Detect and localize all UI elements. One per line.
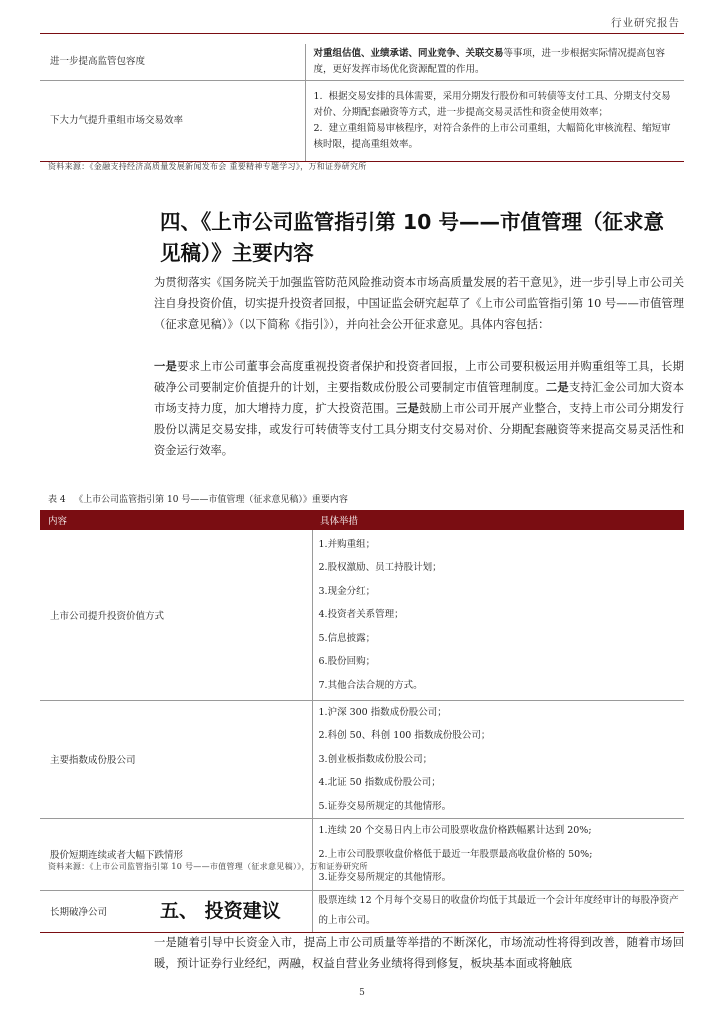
detail-item: 1. 根据交易安排的具体需要，采用分期发行股份和可转债等支付工具、分期支付交易对价、分期配套融资等方式，进一步提高交易灵活性和资金使用效率； — [313, 90, 671, 118]
section-5-heading: 五、 投资建议 — [160, 900, 281, 922]
list-item: 7.其他合法合规的方式。 — [318, 679, 423, 691]
point-marker: 二是 — [545, 380, 569, 394]
row-detail-list — [312, 700, 684, 819]
list-item: 3.现金分红； — [318, 585, 376, 597]
list-item: 3.创业板指数成份股公司； — [318, 753, 433, 765]
row-label: 下大力气提升重组市场交易效率 — [40, 80, 305, 161]
table-row — [40, 819, 684, 891]
list-item: 1.并购重组； — [318, 538, 376, 550]
list-item: 6.股份回购； — [318, 656, 376, 667]
page-number: 5 — [359, 988, 365, 998]
list-item: 2.股权激励、员工持股计划； — [318, 562, 442, 573]
table-4-caption: 表 4 《上市公司监管指引第 10 号——市值管理（征求意见稿）》重要内容 — [48, 495, 348, 505]
row-detail-list — [312, 819, 684, 891]
list-item: 1.连续 20 个交易日内上市公司股票收盘价格跌幅累计达到 20%; — [318, 825, 592, 836]
table-row — [40, 700, 684, 819]
list-item: 1.沪深 300 指数成份股公司； — [318, 706, 447, 718]
column-header-content: 内容 — [40, 510, 312, 530]
point-text: 要求上市公司董事会高度重视投资者保护和投资者回报，上市公司要积极运用并购重组等工具，长期破净公司要制定价值提升的计划，主要指数成份股公司要制定市值管理制度。 — [154, 360, 684, 394]
list-item: 3.证券交易所规定的其他情形。 — [318, 872, 452, 883]
row-detail — [305, 80, 684, 161]
row-detail — [305, 44, 684, 80]
table-row — [40, 530, 684, 700]
row-label: 上市公司提升投资价值方式 — [40, 530, 312, 700]
row-detail: 股票连续 12 个月每个交易日的收盘价均低于其最近一个会计年度经审计的每股净资产的上市公司。 — [312, 890, 684, 932]
table-row — [40, 80, 684, 161]
table-header-row — [40, 510, 684, 530]
section-4-points-paragraph — [154, 356, 684, 461]
detail-text: 等事项，进一步根据实际情况提高包容度，更好发挥市场优化资源配置的作用。 — [313, 47, 666, 75]
row-detail-list — [312, 530, 684, 700]
list-item: 2.科创 50、科创 100 指数成份股公司； — [318, 730, 491, 741]
row-label: 进一步提高监管包容度 — [40, 44, 305, 80]
point-marker: 一是 — [154, 359, 178, 373]
table-source-note: 资料来源：《上市公司监管指引第 10 号——市值管理（征求意见稿）》，万和证券研究所 — [48, 862, 368, 871]
table-source-note: 资料来源：《金融支持经济高质量发展新闻发布会 重要精神专题学习》，万和证券研究所 — [48, 162, 367, 171]
list-item: 2.上市公司股票收盘价格低于最近一年股票最高收盘价格的 50%; — [318, 848, 593, 860]
column-header-measures: 具体举措 — [312, 510, 684, 530]
list-item: 5.信息披露； — [318, 632, 376, 644]
detail-item: 2. 建立重组简易审核程序，对符合条件的上市公司重组，大幅简化审核流程、缩短审核时限，提高重组效率。 — [313, 122, 671, 150]
section-4-intro-paragraph: 为贯彻落实《国务院关于加强监管防范风险推动资本市场高质量发展的若干意见》，进一步引导上市公司关注自身投资价值，切实提升投资者回报，中国证监会研究起草了《上市公司监管指引第 10 号——市值管理（征求意见稿）》（以下简称《指引》），并向社会公开征求意见。具体内容包括： — [154, 276, 684, 331]
report-type-header: 行业研究报告 — [611, 17, 680, 29]
reform-measures-table-continued — [40, 44, 684, 162]
header-divider — [40, 33, 684, 34]
detail-bold-keywords: 对重组估值、业绩承诺、同业竞争、关联交易 — [313, 47, 504, 59]
point-text: 鼓励上市公司开展产业整合，支持上市公司分期发行股份以满足交易安排，或发行可转债等支付工具分期支付交易对价、分期配套融资等来提高交易灵活性和资金运行效率。 — [154, 402, 684, 457]
list-item: 5.证券交易所规定的其他情形。 — [318, 800, 452, 812]
row-label: 股价短期连续或者大幅下跌情形 — [40, 819, 312, 891]
row-label: 主要指数成份股公司 — [40, 700, 312, 819]
row-label: 长期破净公司 — [40, 890, 312, 932]
section-5-paragraph: 一是随着引导中长资金入市，提高上市公司质量等举措的不断深化，市场流动性将得到改善，随着市场回暖，预计证券行业经纪，两融，权益自营业务业绩将得到修复，板块基本面或将触底 — [154, 936, 684, 970]
point-marker: 三是 — [396, 401, 420, 415]
point-text: 支持汇金公司加大资本市场支持力度，加大增持力度，扩大投资范围。 — [154, 381, 684, 415]
table-row — [40, 890, 684, 932]
list-item: 4.北证 50 指数成份股公司； — [318, 777, 441, 788]
list-item: 4.投资者关系管理； — [318, 609, 404, 620]
table-row — [40, 44, 684, 80]
section-4-heading: 四、《上市公司监管指引第 10 号——市值管理（征求意见稿）》主要内容 — [160, 210, 665, 265]
